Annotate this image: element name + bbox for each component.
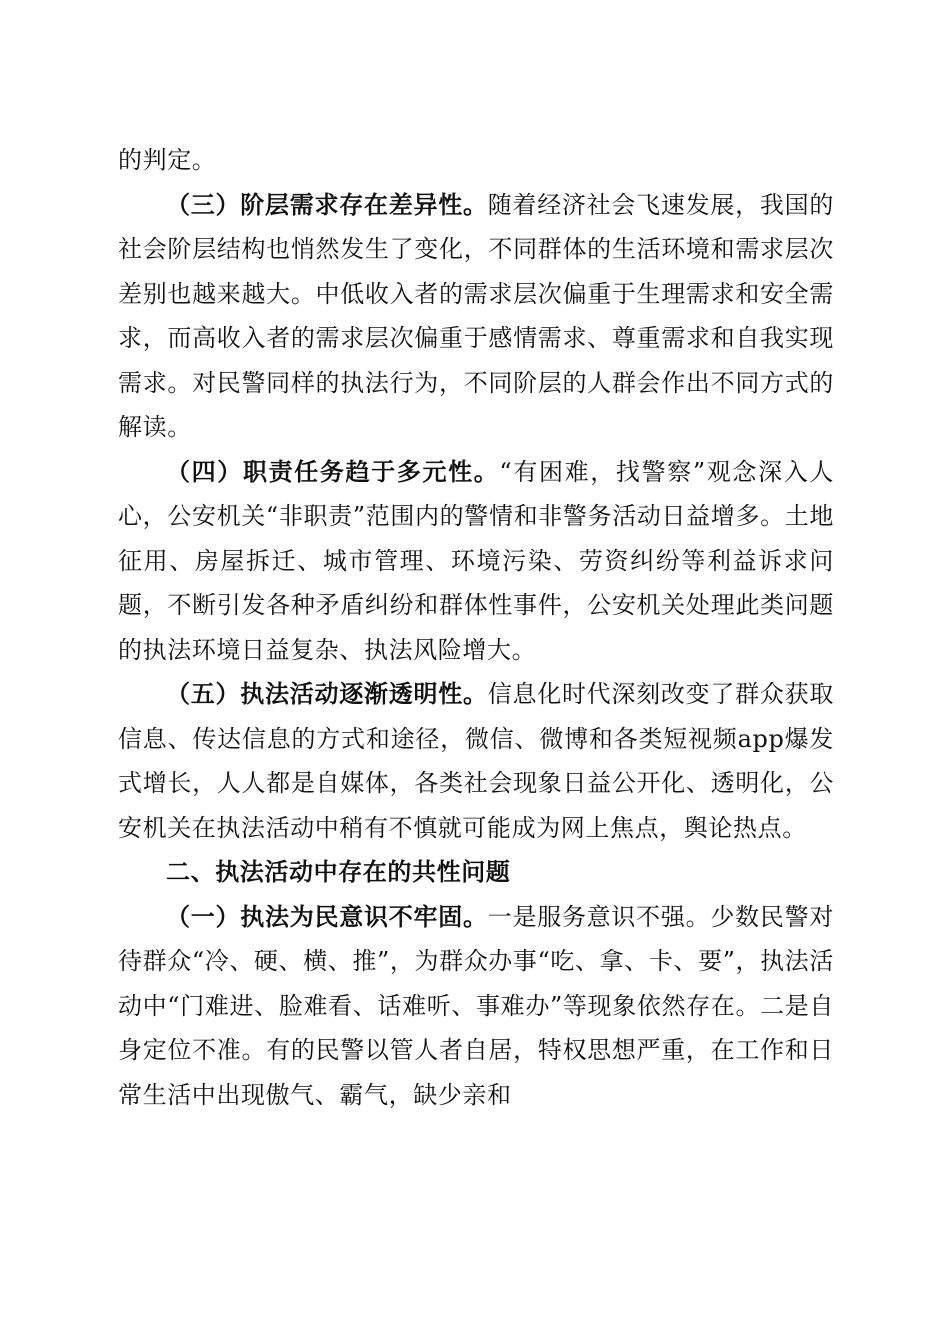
paragraph-body: 随着经济社会飞速发展，我国的社会阶层结构也悄然发生了变化，不同群体的生活环境和需求层次差别也越来越大。中低收入者的需求层次偏重于生理需求和安全需求，而高收入者的需求层次偏重于感情需求、尊重需求和自我实现需求。对民警同样的执法行为，不同阶层的人群会作出不同方式的解读。 — [118, 190, 834, 441]
section-heading: 二、执法活动中存在的共性问题 — [166, 858, 511, 886]
paragraph-lead: （四）职责任务趋于多元性。 — [166, 457, 500, 486]
paragraph-continuation — [118, 138, 834, 183]
paragraph-duties — [118, 450, 834, 673]
paragraph-service-awareness — [118, 895, 834, 1118]
paragraph-lead: （一）执法为民意识不牢固。 — [166, 902, 488, 931]
paragraph-body: 的判定。 — [118, 146, 217, 174]
paragraph-lead: （五）执法活动逐渐透明性。 — [166, 680, 488, 708]
paragraph-body: “有困难，找警察”观念深入人心，公安机关“非职责”范围内的警情和非警务活动日益增多。土地征用、房屋拆迁、城市管理、环境污染、劳资纠纷等利益诉求问题，不断引发各种矛盾纠纷和群体性事件，公安机关处理此类问题的执法环境日益复杂、执法风险增大。 — [118, 457, 834, 664]
document-body — [118, 138, 834, 1117]
paragraph-body: 一是服务意识不强。少数民警对待群众“冷、硬、横、推”，为群众办事“吃、拿、卡、要”，执法活动中“门难进、脸难看、话难听、事难办”等现象依然存在。二是自身定位不准。有的民警以管人者自居，特权思想严重，在工作和日常生活中出现傲气、霸气，缺少亲和 — [118, 902, 834, 1109]
paragraph-class-demand — [118, 183, 834, 450]
paragraph-body: 信息化时代深刻改变了群众获取信息、传达信息的方式和途径，微信、微博和各类短视频app爆发式增长，人人都是自媒体，各类社会现象日益公开化、透明化，公安机关在执法活动中稍有不慎就可能成为网上焦点，舆论热点。 — [118, 680, 834, 842]
paragraph-lead: （三）阶层需求存在差异性。 — [166, 190, 488, 219]
paragraph-transparency — [118, 672, 834, 850]
